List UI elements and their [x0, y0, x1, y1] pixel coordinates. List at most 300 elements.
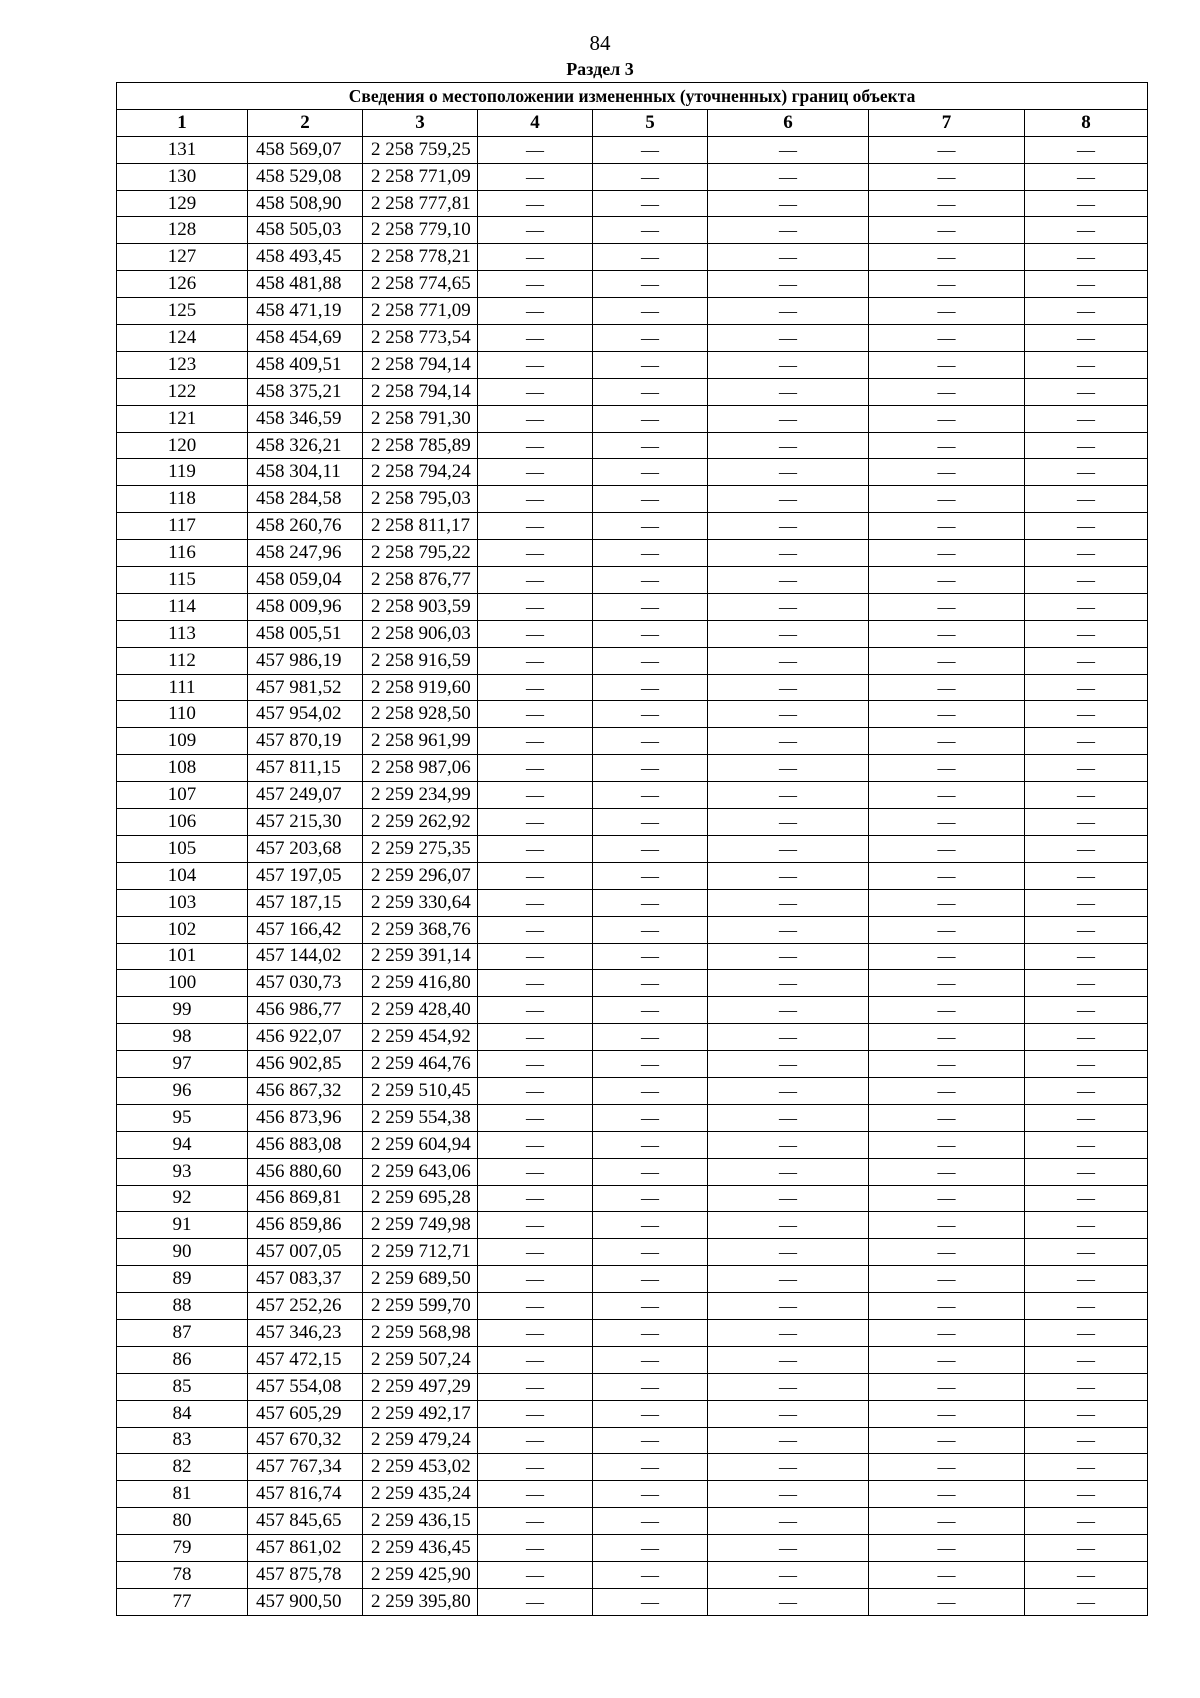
y-coordinate-cell: 2 258 795,03 [363, 486, 478, 513]
empty-value-cell: — [593, 1319, 708, 1346]
empty-value-cell: — [593, 835, 708, 862]
empty-value-cell: — [869, 701, 1025, 728]
x-coordinate-cell: 457 845,65 [248, 1508, 363, 1535]
empty-value-cell: — [708, 1535, 869, 1562]
x-coordinate-cell: 456 869,81 [248, 1185, 363, 1212]
empty-value-cell: — [593, 244, 708, 271]
point-number-cell: 84 [117, 1400, 248, 1427]
empty-value-cell: — [708, 163, 869, 190]
empty-value-cell: — [1025, 862, 1148, 889]
empty-value-cell: — [708, 1454, 869, 1481]
empty-value-cell: — [869, 809, 1025, 836]
empty-value-cell: — [708, 1158, 869, 1185]
empty-value-cell: — [593, 351, 708, 378]
empty-value-cell: — [593, 540, 708, 567]
point-number-cell: 112 [117, 647, 248, 674]
empty-value-cell: — [1025, 1293, 1148, 1320]
y-coordinate-cell: 2 258 961,99 [363, 728, 478, 755]
empty-value-cell: — [1025, 620, 1148, 647]
empty-value-cell: — [869, 325, 1025, 352]
empty-value-cell: — [869, 244, 1025, 271]
x-coordinate-cell: 458 346,59 [248, 405, 363, 432]
y-coordinate-cell: 2 258 779,10 [363, 217, 478, 244]
point-number-cell: 88 [117, 1293, 248, 1320]
boundary-coordinates-table [116, 82, 1148, 1616]
x-coordinate-cell: 458 471,19 [248, 298, 363, 325]
x-coordinate-cell: 458 260,76 [248, 513, 363, 540]
point-number-cell: 97 [117, 1051, 248, 1078]
empty-value-cell: — [478, 916, 593, 943]
y-coordinate-cell: 2 258 777,81 [363, 190, 478, 217]
empty-value-cell: — [708, 1212, 869, 1239]
table-row [117, 997, 1148, 1024]
empty-value-cell: — [478, 1131, 593, 1158]
empty-value-cell: — [1025, 970, 1148, 997]
empty-value-cell: — [869, 1266, 1025, 1293]
empty-value-cell: — [869, 1427, 1025, 1454]
point-number-cell: 117 [117, 513, 248, 540]
x-coordinate-cell: 457 767,34 [248, 1454, 363, 1481]
table-row [117, 620, 1148, 647]
x-coordinate-cell: 457 811,15 [248, 755, 363, 782]
empty-value-cell: — [478, 943, 593, 970]
x-coordinate-cell: 458 284,58 [248, 486, 363, 513]
y-coordinate-cell: 2 259 507,24 [363, 1346, 478, 1373]
empty-value-cell: — [593, 916, 708, 943]
x-coordinate-cell: 457 187,15 [248, 889, 363, 916]
table-row [117, 674, 1148, 701]
point-number-cell: 131 [117, 136, 248, 163]
empty-value-cell: — [478, 701, 593, 728]
empty-value-cell: — [708, 674, 869, 701]
table-row [117, 916, 1148, 943]
empty-value-cell: — [1025, 916, 1148, 943]
x-coordinate-cell: 457 605,29 [248, 1400, 363, 1427]
table-row [117, 755, 1148, 782]
table-row [117, 405, 1148, 432]
empty-value-cell: — [1025, 1051, 1148, 1078]
point-number-cell: 98 [117, 1024, 248, 1051]
empty-value-cell: — [593, 1239, 708, 1266]
x-coordinate-cell: 457 870,19 [248, 728, 363, 755]
empty-value-cell: — [869, 1131, 1025, 1158]
empty-value-cell: — [869, 862, 1025, 889]
x-coordinate-cell: 457 166,42 [248, 916, 363, 943]
empty-value-cell: — [869, 1481, 1025, 1508]
x-coordinate-cell: 458 529,08 [248, 163, 363, 190]
point-number-cell: 114 [117, 593, 248, 620]
y-coordinate-cell: 2 259 695,28 [363, 1185, 478, 1212]
empty-value-cell: — [593, 1373, 708, 1400]
empty-value-cell: — [869, 1051, 1025, 1078]
empty-value-cell: — [593, 1535, 708, 1562]
empty-value-cell: — [593, 997, 708, 1024]
empty-value-cell: — [478, 997, 593, 1024]
point-number-cell: 86 [117, 1346, 248, 1373]
point-number-cell: 95 [117, 1104, 248, 1131]
empty-value-cell: — [708, 1427, 869, 1454]
empty-value-cell: — [869, 1104, 1025, 1131]
empty-value-cell: — [1025, 1024, 1148, 1051]
y-coordinate-cell: 2 259 435,24 [363, 1481, 478, 1508]
empty-value-cell: — [478, 1077, 593, 1104]
point-number-cell: 124 [117, 325, 248, 352]
x-coordinate-cell: 457 144,02 [248, 943, 363, 970]
empty-value-cell: — [478, 567, 593, 594]
x-coordinate-cell: 457 346,23 [248, 1319, 363, 1346]
empty-value-cell: — [593, 190, 708, 217]
page-number: 84 [589, 31, 611, 55]
empty-value-cell: — [593, 620, 708, 647]
empty-value-cell: — [593, 378, 708, 405]
column-header: 7 [869, 109, 1025, 136]
x-coordinate-cell: 458 481,88 [248, 271, 363, 298]
y-coordinate-cell: 2 259 395,80 [363, 1588, 478, 1615]
empty-value-cell: — [869, 593, 1025, 620]
y-coordinate-cell: 2 259 416,80 [363, 970, 478, 997]
y-coordinate-cell: 2 258 791,30 [363, 405, 478, 432]
point-number-cell: 102 [117, 916, 248, 943]
y-coordinate-cell: 2 258 771,09 [363, 163, 478, 190]
empty-value-cell: — [869, 997, 1025, 1024]
empty-value-cell: — [1025, 432, 1148, 459]
empty-value-cell: — [1025, 136, 1148, 163]
y-coordinate-cell: 2 259 391,14 [363, 943, 478, 970]
empty-value-cell: — [869, 1561, 1025, 1588]
empty-value-cell: — [1025, 1346, 1148, 1373]
empty-value-cell: — [1025, 782, 1148, 809]
empty-value-cell: — [869, 432, 1025, 459]
empty-value-cell: — [478, 351, 593, 378]
empty-value-cell: — [593, 1051, 708, 1078]
point-number-cell: 106 [117, 809, 248, 836]
empty-value-cell: — [478, 1373, 593, 1400]
empty-value-cell: — [869, 1346, 1025, 1373]
empty-value-cell: — [478, 378, 593, 405]
empty-value-cell: — [1025, 1212, 1148, 1239]
empty-value-cell: — [593, 1158, 708, 1185]
empty-value-cell: — [869, 620, 1025, 647]
y-coordinate-cell: 2 259 568,98 [363, 1319, 478, 1346]
empty-value-cell: — [593, 513, 708, 540]
empty-value-cell: — [593, 674, 708, 701]
empty-value-cell: — [708, 1131, 869, 1158]
empty-value-cell: — [593, 325, 708, 352]
x-coordinate-cell: 457 861,02 [248, 1535, 363, 1562]
point-number-cell: 111 [117, 674, 248, 701]
column-header: 5 [593, 109, 708, 136]
empty-value-cell: — [478, 1535, 593, 1562]
empty-value-cell: — [1025, 1588, 1148, 1615]
empty-value-cell: — [1025, 1319, 1148, 1346]
empty-value-cell: — [478, 1104, 593, 1131]
y-coordinate-cell: 2 258 919,60 [363, 674, 478, 701]
x-coordinate-cell: 456 922,07 [248, 1024, 363, 1051]
empty-value-cell: — [708, 378, 869, 405]
empty-value-cell: — [869, 1588, 1025, 1615]
table-row [117, 298, 1148, 325]
x-coordinate-cell: 456 883,08 [248, 1131, 363, 1158]
empty-value-cell: — [869, 1077, 1025, 1104]
empty-value-cell: — [708, 1185, 869, 1212]
empty-value-cell: — [1025, 190, 1148, 217]
empty-value-cell: — [478, 674, 593, 701]
empty-value-cell: — [869, 1293, 1025, 1320]
y-coordinate-cell: 2 259 368,76 [363, 916, 478, 943]
table-row [117, 1400, 1148, 1427]
empty-value-cell: — [1025, 647, 1148, 674]
empty-value-cell: — [708, 943, 869, 970]
x-coordinate-cell: 457 203,68 [248, 835, 363, 862]
empty-value-cell: — [478, 593, 593, 620]
table-row [117, 459, 1148, 486]
x-coordinate-cell: 457 249,07 [248, 782, 363, 809]
empty-value-cell: — [1025, 1104, 1148, 1131]
y-coordinate-cell: 2 258 794,14 [363, 351, 478, 378]
empty-value-cell: — [708, 244, 869, 271]
table-row [117, 1131, 1148, 1158]
empty-value-cell: — [708, 486, 869, 513]
empty-value-cell: — [1025, 405, 1148, 432]
empty-value-cell: — [708, 916, 869, 943]
point-number-cell: 104 [117, 862, 248, 889]
x-coordinate-cell: 457 875,78 [248, 1561, 363, 1588]
point-number-cell: 126 [117, 271, 248, 298]
empty-value-cell: — [708, 1077, 869, 1104]
empty-value-cell: — [593, 755, 708, 782]
empty-value-cell: — [1025, 1185, 1148, 1212]
table-row [117, 432, 1148, 459]
empty-value-cell: — [1025, 1561, 1148, 1588]
point-number-cell: 93 [117, 1158, 248, 1185]
table-row [117, 647, 1148, 674]
empty-value-cell: — [708, 1293, 869, 1320]
empty-value-cell: — [708, 513, 869, 540]
column-header: 3 [363, 109, 478, 136]
empty-value-cell: — [869, 889, 1025, 916]
point-number-cell: 90 [117, 1239, 248, 1266]
y-coordinate-cell: 2 259 330,64 [363, 889, 478, 916]
table-row [117, 1266, 1148, 1293]
y-coordinate-cell: 2 258 771,09 [363, 298, 478, 325]
table-row [117, 244, 1148, 271]
y-coordinate-cell: 2 258 778,21 [363, 244, 478, 271]
column-header: 1 [117, 109, 248, 136]
empty-value-cell: — [478, 136, 593, 163]
empty-value-cell: — [708, 1051, 869, 1078]
empty-value-cell: — [478, 540, 593, 567]
empty-value-cell: — [478, 1024, 593, 1051]
table-row [117, 217, 1148, 244]
empty-value-cell: — [1025, 325, 1148, 352]
empty-value-cell: — [708, 271, 869, 298]
empty-value-cell: — [478, 1588, 593, 1615]
empty-value-cell: — [593, 136, 708, 163]
point-number-cell: 122 [117, 378, 248, 405]
empty-value-cell: — [869, 1400, 1025, 1427]
x-coordinate-cell: 457 981,52 [248, 674, 363, 701]
empty-value-cell: — [593, 163, 708, 190]
y-coordinate-cell: 2 258 903,59 [363, 593, 478, 620]
empty-value-cell: — [869, 1212, 1025, 1239]
empty-value-cell: — [593, 1185, 708, 1212]
empty-value-cell: — [708, 217, 869, 244]
point-number-cell: 100 [117, 970, 248, 997]
y-coordinate-cell: 2 259 712,71 [363, 1239, 478, 1266]
x-coordinate-cell: 458 326,21 [248, 432, 363, 459]
empty-value-cell: — [708, 970, 869, 997]
x-coordinate-cell: 458 493,45 [248, 244, 363, 271]
empty-value-cell: — [478, 325, 593, 352]
empty-value-cell: — [708, 1319, 869, 1346]
empty-value-cell: — [1025, 835, 1148, 862]
empty-value-cell: — [869, 1239, 1025, 1266]
table-row [117, 136, 1148, 163]
empty-value-cell: — [869, 916, 1025, 943]
y-coordinate-cell: 2 258 811,17 [363, 513, 478, 540]
x-coordinate-cell: 458 409,51 [248, 351, 363, 378]
empty-value-cell: — [593, 459, 708, 486]
empty-value-cell: — [1025, 701, 1148, 728]
y-coordinate-cell: 2 259 425,90 [363, 1561, 478, 1588]
empty-value-cell: — [708, 298, 869, 325]
empty-value-cell: — [593, 1077, 708, 1104]
empty-value-cell: — [478, 217, 593, 244]
empty-value-cell: — [708, 459, 869, 486]
empty-value-cell: — [708, 997, 869, 1024]
empty-value-cell: — [593, 1454, 708, 1481]
empty-value-cell: — [478, 1319, 593, 1346]
empty-value-cell: — [478, 271, 593, 298]
y-coordinate-cell: 2 259 689,50 [363, 1266, 478, 1293]
empty-value-cell: — [1025, 674, 1148, 701]
empty-value-cell: — [708, 136, 869, 163]
table-row [117, 1212, 1148, 1239]
empty-value-cell: — [478, 647, 593, 674]
table-row [117, 1535, 1148, 1562]
empty-value-cell: — [869, 271, 1025, 298]
x-coordinate-cell: 456 986,77 [248, 997, 363, 1024]
empty-value-cell: — [478, 1400, 593, 1427]
column-header: 6 [708, 109, 869, 136]
empty-value-cell: — [869, 1319, 1025, 1346]
table-row [117, 1427, 1148, 1454]
point-number-cell: 81 [117, 1481, 248, 1508]
y-coordinate-cell: 2 258 876,77 [363, 567, 478, 594]
empty-value-cell: — [478, 190, 593, 217]
empty-value-cell: — [708, 1373, 869, 1400]
column-header: 2 [248, 109, 363, 136]
empty-value-cell: — [1025, 1158, 1148, 1185]
empty-value-cell: — [593, 809, 708, 836]
table-row [117, 1588, 1148, 1615]
table-row [117, 1373, 1148, 1400]
empty-value-cell: — [1025, 271, 1148, 298]
x-coordinate-cell: 457 900,50 [248, 1588, 363, 1615]
empty-value-cell: — [708, 593, 869, 620]
y-coordinate-cell: 2 259 453,02 [363, 1454, 478, 1481]
point-number-cell: 107 [117, 782, 248, 809]
x-coordinate-cell: 457 986,19 [248, 647, 363, 674]
empty-value-cell: — [708, 862, 869, 889]
table-row [117, 1077, 1148, 1104]
empty-value-cell: — [593, 271, 708, 298]
empty-value-cell: — [708, 351, 869, 378]
empty-value-cell: — [1025, 997, 1148, 1024]
empty-value-cell: — [478, 459, 593, 486]
empty-value-cell: — [478, 432, 593, 459]
table-row [117, 701, 1148, 728]
table-caption: Сведения о местоположении измененных (уточненных) границ объекта [117, 83, 1148, 110]
table-row [117, 351, 1148, 378]
empty-value-cell: — [593, 728, 708, 755]
y-coordinate-cell: 2 258 987,06 [363, 755, 478, 782]
empty-value-cell: — [593, 1400, 708, 1427]
empty-value-cell: — [708, 782, 869, 809]
empty-value-cell: — [593, 1346, 708, 1373]
empty-value-cell: — [593, 1561, 708, 1588]
point-number-cell: 89 [117, 1266, 248, 1293]
empty-value-cell: — [478, 835, 593, 862]
empty-value-cell: — [1025, 1239, 1148, 1266]
empty-value-cell: — [1025, 728, 1148, 755]
table-row [117, 325, 1148, 352]
y-coordinate-cell: 2 259 275,35 [363, 835, 478, 862]
empty-value-cell: — [478, 728, 593, 755]
y-coordinate-cell: 2 259 479,24 [363, 1427, 478, 1454]
empty-value-cell: — [708, 1104, 869, 1131]
y-coordinate-cell: 2 259 604,94 [363, 1131, 478, 1158]
y-coordinate-cell: 2 259 436,45 [363, 1535, 478, 1562]
empty-value-cell: — [593, 701, 708, 728]
empty-value-cell: — [708, 835, 869, 862]
x-coordinate-cell: 458 375,21 [248, 378, 363, 405]
empty-value-cell: — [869, 1024, 1025, 1051]
x-coordinate-cell: 457 816,74 [248, 1481, 363, 1508]
empty-value-cell: — [1025, 244, 1148, 271]
empty-value-cell: — [869, 459, 1025, 486]
empty-value-cell: — [593, 1427, 708, 1454]
table-row [117, 782, 1148, 809]
point-number-cell: 121 [117, 405, 248, 432]
empty-value-cell: — [593, 1212, 708, 1239]
column-number-row [117, 109, 1148, 136]
x-coordinate-cell: 456 880,60 [248, 1158, 363, 1185]
point-number-cell: 119 [117, 459, 248, 486]
point-number-cell: 99 [117, 997, 248, 1024]
point-number-cell: 109 [117, 728, 248, 755]
empty-value-cell: — [708, 1400, 869, 1427]
point-number-cell: 101 [117, 943, 248, 970]
y-coordinate-cell: 2 258 794,24 [363, 459, 478, 486]
x-coordinate-cell: 456 859,86 [248, 1212, 363, 1239]
y-coordinate-cell: 2 259 554,38 [363, 1104, 478, 1131]
x-coordinate-cell: 457 197,05 [248, 862, 363, 889]
column-header: 4 [478, 109, 593, 136]
table-row [117, 540, 1148, 567]
empty-value-cell: — [708, 647, 869, 674]
section-title: Раздел 3 [566, 59, 634, 79]
point-number-cell: 87 [117, 1319, 248, 1346]
table-row [117, 513, 1148, 540]
point-number-cell: 105 [117, 835, 248, 862]
y-coordinate-cell: 2 259 492,17 [363, 1400, 478, 1427]
empty-value-cell: — [869, 970, 1025, 997]
table-row [117, 378, 1148, 405]
empty-value-cell: — [869, 486, 1025, 513]
table-caption-row [117, 83, 1148, 110]
table-row [117, 567, 1148, 594]
